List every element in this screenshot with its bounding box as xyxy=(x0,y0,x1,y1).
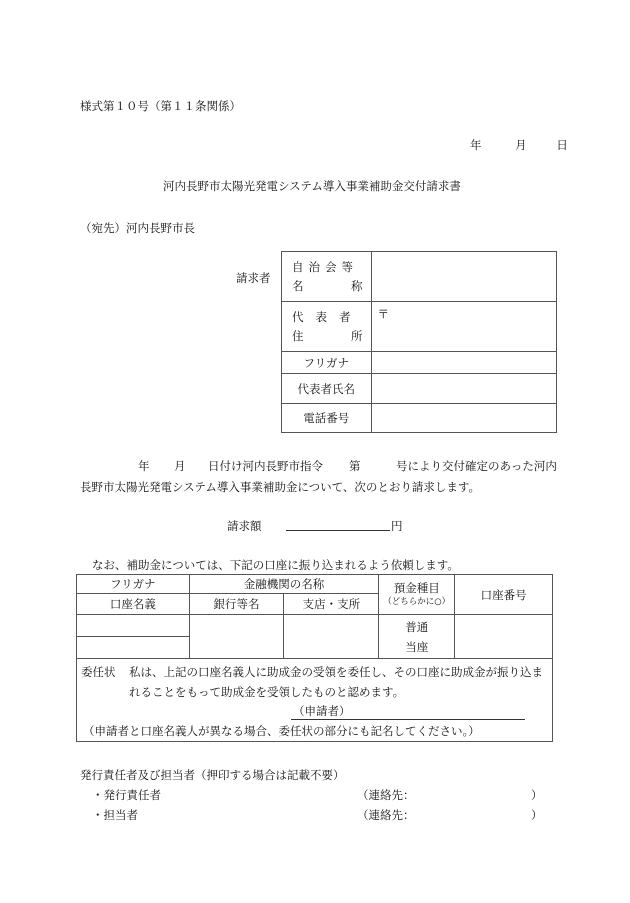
furigana-label: フリガナ xyxy=(282,352,372,374)
touza-option[interactable]: 当座 xyxy=(405,639,429,654)
proxy-line2: れることをもって助成金を受領したものと認めます。 xyxy=(129,685,405,699)
issuer-contact-close: ） xyxy=(531,788,543,802)
org-name-line2a: 名 xyxy=(292,278,304,293)
body-date-prefix: 日付け河内長野市指令 xyxy=(208,459,323,473)
body-dai: 第 xyxy=(349,459,361,473)
deposit-type-label: 預金種目 xyxy=(393,581,440,595)
bank-furigana-value[interactable] xyxy=(77,615,190,637)
account-number-header: 口座番号 xyxy=(455,575,553,615)
staff-contact-close: ） xyxy=(531,808,543,822)
org-name-line1: 自治会等 xyxy=(292,259,358,274)
staff-label: ・担当者 xyxy=(92,808,138,822)
proxy-note: （申請者と口座名義人が異なる場合、委任状の部分にも記名してください。） xyxy=(83,724,480,738)
deposit-type-header xyxy=(379,575,455,615)
issuer-contact-open: （連絡先： xyxy=(357,788,415,802)
rep-address-line1: 代表者 xyxy=(292,309,363,324)
amount-label: 請求額 xyxy=(227,519,262,533)
futsu-option[interactable]: 普通 xyxy=(405,619,429,634)
body-line1 xyxy=(80,458,557,474)
phone-label: 電話番号 xyxy=(282,404,372,433)
addressee: （宛先）河内長野市長 xyxy=(80,221,195,235)
bank-table xyxy=(76,574,553,742)
form-number: 様式第１０号（第１１条関係） xyxy=(80,99,241,113)
proxy-label: 委任状 xyxy=(81,665,116,679)
account-holder-header: 口座名義 xyxy=(77,594,190,615)
account-holder-value[interactable] xyxy=(77,637,190,659)
date-day: 日 xyxy=(556,138,568,152)
proxy-line1: 私は、上記の口座名義人に助成金の受領を委任し、その口座に助成金が振り込ま xyxy=(129,665,543,679)
applicant-signature-line[interactable] xyxy=(291,719,525,720)
postal-mark: 〒 xyxy=(377,307,389,321)
body-text-tail: 号により交付確定のあった河内 xyxy=(396,459,557,473)
applicant-label: 請求者 xyxy=(236,271,271,285)
rep-name-label: 代表者氏名 xyxy=(282,374,372,404)
body-month: 月 xyxy=(174,459,186,473)
applicant-paren: （申請者） xyxy=(293,704,351,718)
bank-intro: なお、補助金については、下記の口座に振り込まれるよう依頼します。 xyxy=(92,558,459,572)
org-name-line2b: 称 xyxy=(351,278,363,293)
proxy-section xyxy=(77,659,553,742)
body-line2: 長野市太陽光発電システム導入事業補助金について、次のとおり請求します。 xyxy=(80,480,480,494)
date-year: 年 xyxy=(470,138,482,152)
staff-contact-open: （連絡先： xyxy=(357,808,415,822)
bank-name-header: 銀行等名 xyxy=(189,594,284,615)
phone-value[interactable] xyxy=(371,404,557,433)
deposit-type-options[interactable] xyxy=(379,615,455,659)
branch-header: 支店・支所 xyxy=(284,594,379,615)
rep-name-value[interactable] xyxy=(371,374,557,404)
bank-furigana-header: フリガナ xyxy=(77,575,190,594)
bank-name-value[interactable] xyxy=(189,615,284,659)
document-title: 河内長野市太陽光発電システム導入事業補助金交付請求書 xyxy=(163,179,461,193)
choose-one-note: （どちらかに○） xyxy=(383,597,451,607)
rep-address-value[interactable] xyxy=(371,302,557,352)
org-name-value[interactable] xyxy=(371,252,557,302)
org-name-label-cell xyxy=(282,252,372,302)
footer-heading: 発行責任者及び担当者（押印する場合は記載不要） xyxy=(80,768,345,782)
rep-address-line2b: 所 xyxy=(351,328,363,343)
furigana-value[interactable] xyxy=(371,352,557,374)
rep-address-label-cell xyxy=(282,302,372,352)
body-year: 年 xyxy=(138,459,150,473)
yen-label: 円 xyxy=(391,519,403,533)
institution-header: 金融機関の名称 xyxy=(189,575,379,594)
account-number-value[interactable] xyxy=(455,615,553,659)
amount-field[interactable] xyxy=(286,530,390,531)
issuer-label: ・発行責任者 xyxy=(92,788,161,802)
date-line xyxy=(470,137,568,153)
date-month: 月 xyxy=(515,138,527,152)
branch-value[interactable] xyxy=(284,615,379,659)
applicant-table xyxy=(281,251,557,433)
rep-address-line2a: 住 xyxy=(292,328,304,343)
